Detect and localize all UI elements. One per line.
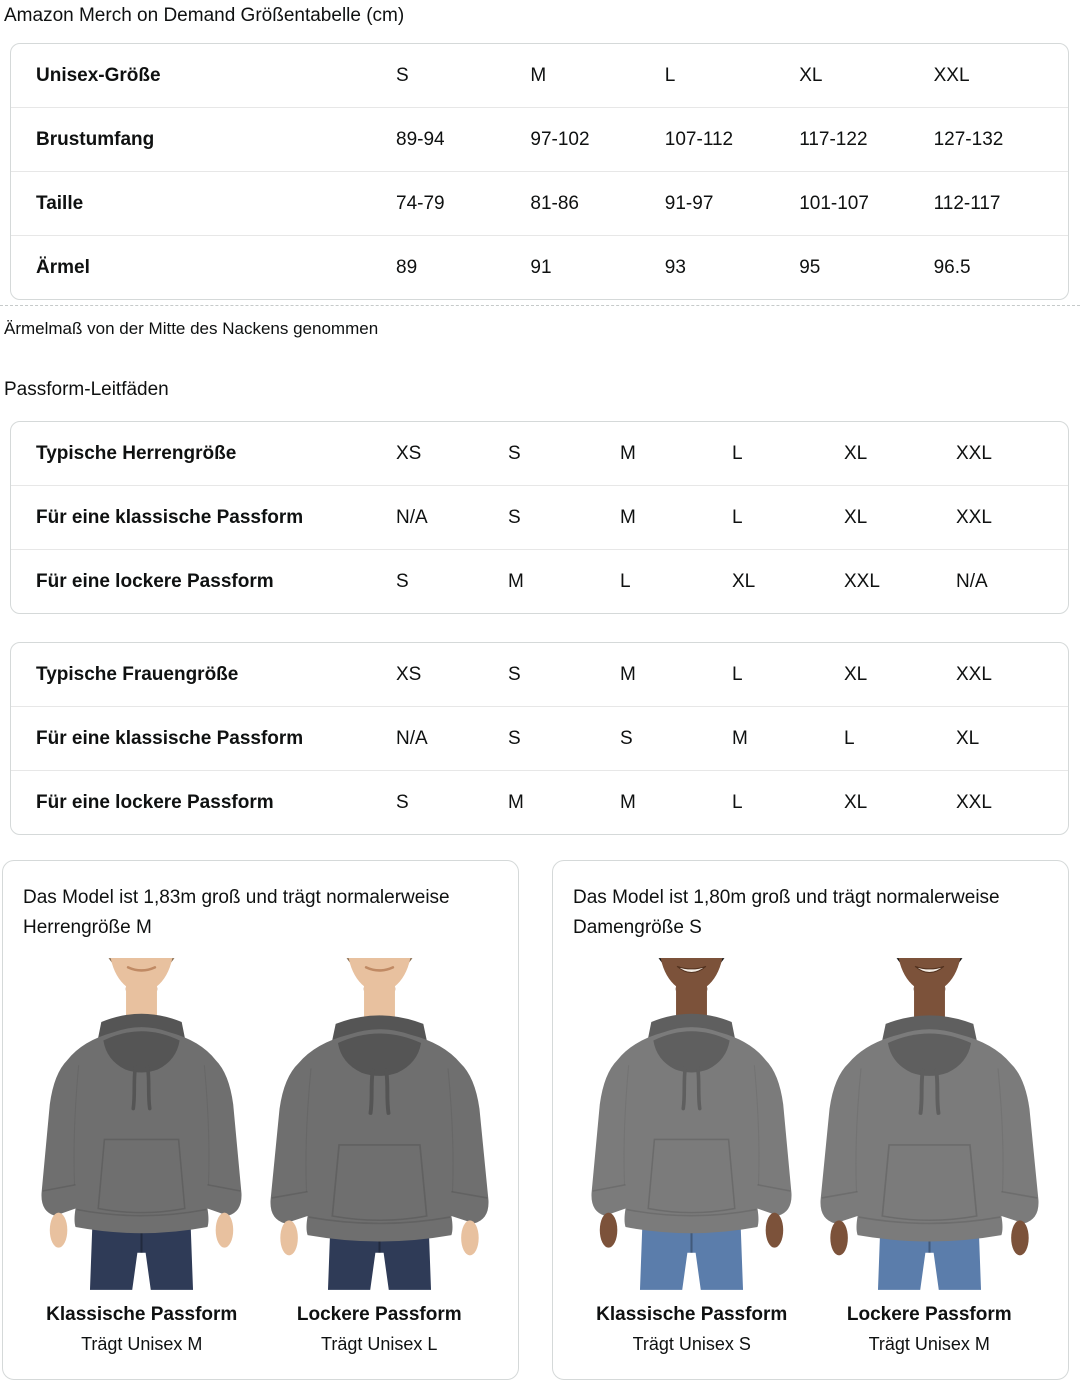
size-cell: S xyxy=(620,727,633,749)
size-cell: M xyxy=(620,663,636,685)
size-cell: XL xyxy=(844,506,868,528)
size-cell: 91 xyxy=(530,256,552,278)
model-illustration xyxy=(573,958,810,1290)
row-label: Typische Frauengröße xyxy=(36,663,239,685)
size-cell: L xyxy=(732,663,743,685)
table-row xyxy=(11,107,1068,171)
size-cell: 107-112 xyxy=(664,128,734,150)
model-illustration xyxy=(261,958,498,1290)
size-cell: XL xyxy=(844,663,868,685)
size-cell: 95 xyxy=(799,256,821,278)
size-cell: XXL xyxy=(956,506,992,528)
size-cell: S xyxy=(508,506,521,528)
model-figure-classic xyxy=(573,958,811,1355)
model-description: Das Model ist 1,80m groß und trägt normalerweise Damengröße S xyxy=(573,887,1000,939)
fit-caption: Lockere Passform xyxy=(846,1303,1012,1325)
model-card xyxy=(2,860,519,1380)
size-cell: N/A xyxy=(956,570,988,592)
model-description: Das Model ist 1,83m groß und trägt normalerweise Herrengröße M xyxy=(23,887,450,939)
model-cards xyxy=(2,860,1069,1380)
table-row xyxy=(11,706,1068,770)
size-cell: XL xyxy=(844,442,868,464)
model-photo xyxy=(23,958,261,1290)
fit-size: Trägt Unisex M xyxy=(81,1333,203,1354)
size-cell: M xyxy=(530,64,547,86)
size-cell: L xyxy=(664,64,676,86)
fit-caption: Klassische Passform xyxy=(596,1303,788,1325)
size-cell: L xyxy=(732,442,743,464)
table-row xyxy=(11,549,1068,613)
size-cell: S xyxy=(396,791,409,813)
size-cell: S xyxy=(508,727,521,749)
size-cell: S xyxy=(396,570,409,592)
size-cell: XXL xyxy=(956,791,992,813)
fit-caption: Klassische Passform xyxy=(46,1303,238,1325)
size-cell: XL xyxy=(956,727,980,749)
row-label: Brustumfang xyxy=(36,128,155,150)
size-cell: 89 xyxy=(396,256,418,278)
fit-size: Trägt Unisex L xyxy=(321,1333,438,1354)
table-row xyxy=(11,770,1068,834)
size-cell: XS xyxy=(396,663,422,685)
size-cell: XXL xyxy=(956,442,992,464)
size-cell: S xyxy=(508,442,521,464)
model-card xyxy=(552,860,1069,1380)
size-cell: N/A xyxy=(396,727,428,749)
size-cell: XXL xyxy=(844,570,880,592)
row-label: Typische Herrengröße xyxy=(36,442,237,464)
size-cell: 96.5 xyxy=(933,256,971,278)
row-label: Ärmel xyxy=(36,256,90,278)
sleeve-measure-note: Ärmelmaß von der Mitte des Nackens genommen xyxy=(4,319,379,338)
size-cell: XL xyxy=(799,64,823,86)
model-illustration xyxy=(23,958,260,1290)
row-label: Für eine lockere Passform xyxy=(36,570,274,592)
size-cell: 89-94 xyxy=(396,128,445,150)
row-label: Für eine lockere Passform xyxy=(36,791,274,813)
size-cell: M xyxy=(732,727,748,749)
model-figure-loose xyxy=(811,958,1049,1355)
row-label: Für eine klassische Passform xyxy=(36,506,304,528)
section-heading: Passform-Leitfäden xyxy=(4,379,169,400)
size-cell: 93 xyxy=(664,256,686,278)
size-cell: L xyxy=(732,791,743,813)
fit-figures xyxy=(23,958,498,1355)
mens-fit-table xyxy=(10,421,1069,614)
size-cell: M xyxy=(620,442,636,464)
size-table xyxy=(10,43,1069,300)
size-cell: S xyxy=(396,64,409,86)
size-cell: M xyxy=(620,506,636,528)
page-title: Amazon Merch on Demand Größentabelle (cm) xyxy=(4,5,405,26)
size-cell: XS xyxy=(396,442,422,464)
size-cell: M xyxy=(508,791,524,813)
size-cell: S xyxy=(508,663,521,685)
model-photo xyxy=(811,958,1049,1290)
womens-fit-table xyxy=(10,642,1069,835)
size-cell: M xyxy=(620,791,636,813)
size-cell: XXL xyxy=(933,64,970,86)
size-cell: L xyxy=(844,727,855,749)
size-cell: L xyxy=(732,506,743,528)
size-cell: M xyxy=(508,570,524,592)
table-row xyxy=(11,171,1068,235)
row-label: Unisex-Größe xyxy=(36,64,161,86)
size-cell: 91-97 xyxy=(664,192,714,214)
row-label: Für eine klassische Passform xyxy=(36,727,304,749)
size-cell: 127-132 xyxy=(933,128,1004,150)
model-illustration xyxy=(811,958,1048,1290)
fit-caption: Lockere Passform xyxy=(296,1303,462,1325)
size-cell: 101-107 xyxy=(799,192,869,214)
size-cell: 74-79 xyxy=(396,192,445,214)
model-photo xyxy=(573,958,811,1290)
size-cell: L xyxy=(620,570,631,592)
size-cell: N/A xyxy=(396,506,428,528)
table-row xyxy=(11,643,1068,706)
model-figure-loose xyxy=(261,958,499,1355)
model-photo xyxy=(261,958,499,1290)
fit-size: Trägt Unisex S xyxy=(632,1333,751,1354)
table-row xyxy=(11,422,1068,485)
fit-size: Trägt Unisex M xyxy=(868,1333,990,1354)
size-cell: 97-102 xyxy=(530,128,590,150)
size-cell: 117-122 xyxy=(799,128,868,150)
size-cell: 81-86 xyxy=(530,192,579,214)
size-cell: XXL xyxy=(956,663,992,685)
table-row xyxy=(11,485,1068,549)
row-label: Taille xyxy=(36,192,84,214)
table-row xyxy=(11,44,1068,107)
size-cell: XL xyxy=(844,791,868,813)
dashed-divider xyxy=(0,305,1080,306)
table-row xyxy=(11,235,1068,299)
size-cell: 112-117 xyxy=(933,192,1001,214)
fit-figures xyxy=(573,958,1048,1355)
size-cell: XL xyxy=(732,570,756,592)
model-figure-classic xyxy=(23,958,261,1355)
